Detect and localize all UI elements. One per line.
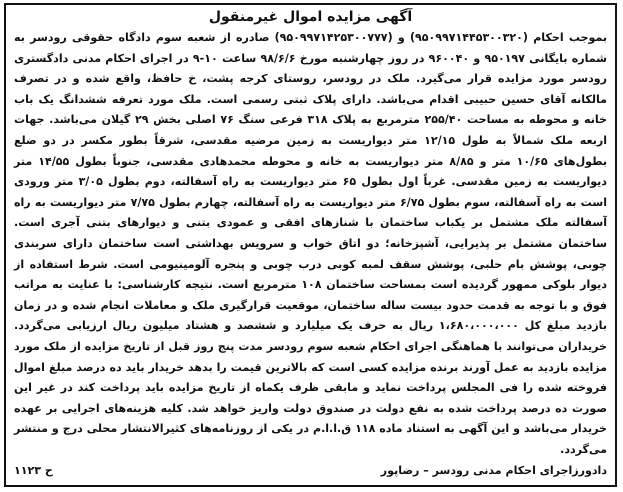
notice-title: آگهی مزایده اموال غیرمنقول bbox=[208, 9, 413, 25]
legal-notice bbox=[4, 3, 617, 487]
notice-signature: دادورزاجرای احکام مدنی رودسر – رضاپور bbox=[380, 464, 607, 478]
notice-body: بموجب احکام (۹۵۰۹۹۷۱۴۴۵۳۰۰۳۲۰) و (۹۵۰۹۹۷۱۴۲۵۳۰۰۷۷۷) صادره از شعبه سوم دادگاه حقوقی رودسر به شماره بایگانی ۹۵۰۱۹۷ و ۹۶۰۰۴۰ در روز چهارشنبه مورخ ۹۸/۶/۶ ساعت ۱۰-۹ در اجرای احکام مدنی دادگستری رودسر مورد مزایده قرار می‌گیرد. ملک در رودسر، روستای کرجه پشت، خ حافظ، واقع شده و در تصرف مالکانه آقای حسین حبیبی اقدام می‌باشد. دارای پلاک ثبتی رسمی است. ملک مورد تعرفه ششدانگ یک باب خانه و محوطه به مساحت ۲۵۵/۴۰ مترمربع به پلاک ۳۱۸ فرعی سنگ ۷۶ اصلی بخش ۲۹ گیلان می‌باشد. جهات اربعه ملک شمالاً به طول ۱۲/۱۵ متر دیواریست به زمین مرضیه مقدسی، شرقاً بطور مکسر در دو ضلع بطول‌های ۱۰/۶۵ متر و ۸/۸۵ متر دیواریست به خانه و محوطه محمدهادی مقدسی، جنوباً بطول ۱۴/۵۵ متر دیواریست به زمین مقدسی. غرباً اول بطول ۶۵ متر دیواریست به راه آسفالته، دوم بطول ۳/۰۵ متر ورودی است به راه آسفالته، سوم بطول ۶/۷۵ متر دیواریست به راه آسفالته، چهارم بطول ۷/۷۵ متر دیواریست به راه آسفالته ملک مشتمل بر یکباب ساختمان با شنازهای افقی و عمودی بتنی و دیوارهای بتنی آجری است. ساختمان مشتمل بر پذیرایی، آشپزخانه؛ دو اتاق خواب و سرویس بهداشتی است ساختمان دارای سربندی چوبی، پوشش بام حلبی، پوشش سقف لمبه کوبی درب چوبی و پنجره آلومینیومی است. شرط استفاده از دیوار بلوکی ممهور گردیده است بمساحت ساختمان ۱۰۸ مترمربع است. نتیجه کارشناسی: با عنایت به مراتب فوق و با توجه به قدمت حدود بیست ساله ساختمان، موقعیت قرارگیری ملک و معاملات انجام شده و در زمان بازدید مبلغ کل ۱،۶۸۰،۰۰۰،۰۰۰ ریال به حرف یک میلیارد و ششصد و هشتاد میلیون ریال ارزیابی می‌گردد. خریداران می‌توانند با هماهنگی اجرای احکام شعبه سوم رودسر مدت پنج روز قبل از تاریخ مزایده از ملک مورد مزایده بازدید به عمل آورند برنده مزایده کسی است که بالاترین قیمت را بدهد خریدار باید ده درصد مبلغ اموال فروخته شده را فی المجلس پرداخت نماید و مابقی ظرف یکماه از تاریخ مزایده باید پرداخت کند در غیر این صورت ده درصد پرداخت شده به نفع دولت در صندوق دولت واریز خواهد شد. کلیه هزینه‌های اجرایی بر عهده خریدار می‌باشد و این آگهی به استناد ماده ۱۱۸ ق.ا.ا.م در یکی از روزنامه‌های کثیرالانتشار محلی درج و منتشر می‌گردد. bbox=[14, 31, 608, 456]
notice-footer bbox=[14, 460, 607, 482]
notice-reference-number: ح ۱۱۲۳ bbox=[14, 464, 53, 478]
